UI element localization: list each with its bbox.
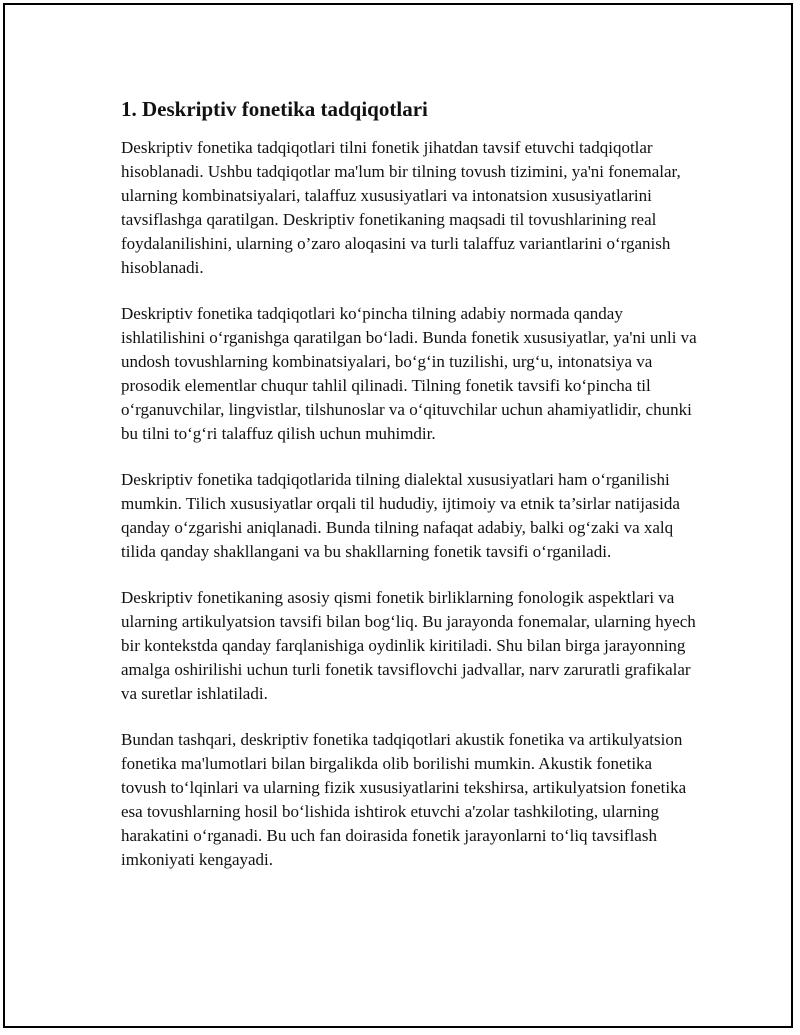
paragraph-1: Deskriptiv fonetika tadqiqotlari tilni fonetik jihatdan tavsif etuvchi tadqiqotlar hisoblanadi. Ushbu tadqiqotlar ma'lum bir tilning tovush tizimini, ya'ni fonemalar, ularning kombinatsiyalari, talaffuz xususiyatlari va intonatsion xususiyatlarini tavsiflashga qaratilgan. Deskriptiv fonetikaning maqsadi til tovushlarining real foydalanilishini, ularning o’zaro aloqasini va turli talaffuz variantlarini o‘rganish hisoblanadi.	[121, 138, 681, 277]
page-frame	[3, 3, 793, 1028]
paragraph-5: Bundan tashqari, deskriptiv fonetika tadqiqotlari akustik fonetika va artikulyatsion fonetika ma'lumotlari bilan birgalikda olib borilishi mumkin. Akustik fonetika tovush to‘lqinlari va ularning fizik xususiyatlarini tekshirsa, artikulyatsion fonetika esa tovushlarning hosil bo‘lishida ishtirok etuvchi a'zolar tashkiloting, ularning harakatini o‘rganadi. Bu uch fan doirasida fonetik jarayonlarni to‘liq tavsiflash imkoniyati kengayadi.	[121, 730, 687, 869]
paragraph-3: Deskriptiv fonetika tadqiqotlarida tilning dialektal xususiyatlari ham o‘rganilishi mumkin. Tilich xususiyatlar orqali til hududiy, ijtimoiy va etnik ta’sirlar natijasida qanday o‘zgarishi aniqlanadi. Bunda tilning nafaqat adabiy, balki og‘zaki va xalq tilida qanday shakllangani va bu shakllarning fonetik tavsifi o‘rganiladi.	[121, 470, 680, 561]
document-body	[121, 95, 701, 894]
section-title: 1. Deskriptiv fonetika tadqiqotlari	[121, 97, 428, 121]
paragraph-2: Deskriptiv fonetika tadqiqotlari ko‘pincha tilning adabiy normada qanday ishlatilishini o‘rganishga qaratilgan bo‘ladi. Bunda fonetik xususiyatlar, ya'ni unli va undosh tovushlarning kombinatsiyalari, bo‘g‘in tuzilishi, urg‘u, intonatsiya va prosodik elementlar chuqur tahlil qilinadi. Tilning fonetik tavsifi ko‘pincha til o‘rganuvchilar, lingvistlar, tilshunoslar va o‘qituvchilar uchun ahamiyatlidir, chunki bu tilni to‘g‘ri talaffuz qilish uchun muhimdir.	[121, 304, 697, 443]
paragraph-4: Deskriptiv fonetikaning asosiy qismi fonetik birliklarning fonologik aspektlari va ularning artikulyatsion tavsifi bilan bog‘liq. Bu jarayonda fonemalar, ularning hyech bir kontekstda qanday farqlanishiga oydinlik kiritiladi. Shu bilan birga jarayonning amalga oshirilishi uchun turli fonetik tavsiflovchi jadvallar, narv zaruratli grafikalar va suretlar ishlatiladi.	[121, 588, 696, 703]
